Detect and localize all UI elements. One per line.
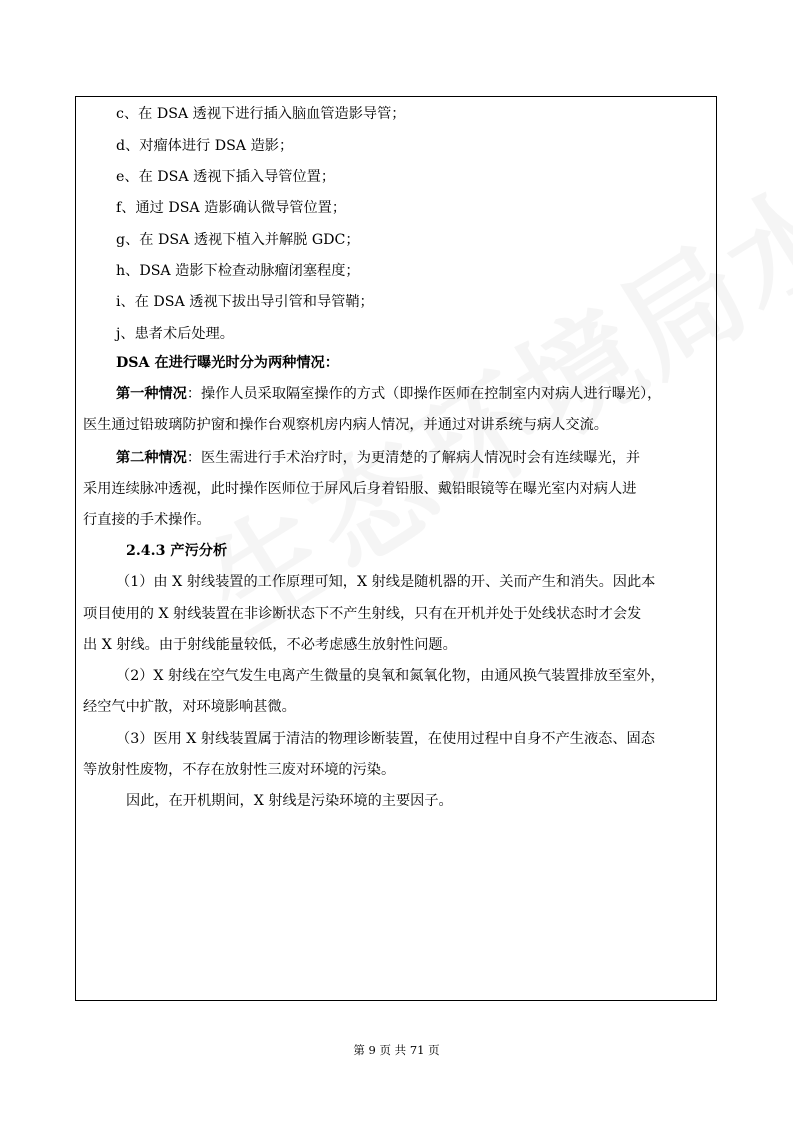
exposure-heading: DSA 在进行曝光时分为两种情况： <box>116 355 339 371</box>
case2-line3: 行直接的手术操作。 <box>83 512 211 528</box>
case2-line2: 采用连续脉冲透视，此时操作医师位于屏风后身着铅服、戴铅眼镜等在曝光室内对病人进 <box>83 481 637 497</box>
para1-line3: 出 X 射线。由于射线能量较低，不必考虑感生放射性问题。 <box>83 637 457 653</box>
para3-line1: （3）医用 X 射线装置属于清洁的物理诊断装置，在使用过程中自身不产生液态、固态 <box>116 731 655 747</box>
case2-label: 第二种情况 <box>116 450 187 466</box>
para3-line2: 等放射性废物，不存在放射性三废对环境的污染。 <box>83 762 396 778</box>
section-heading: 2.4.3 产污分析 <box>126 543 228 559</box>
conclusion: 因此，在开机期间，X 射线是污染环境的主要因子。 <box>126 793 453 809</box>
case1-line1 <box>116 384 712 404</box>
para1-line1: （1）由 X 射线装置的工作原理可知，X 射线是随机器的开、关而产生和消失。因此本 <box>116 574 656 590</box>
step-d: d、对瘤体进行 DSA 造影； <box>116 138 294 154</box>
para2-line2: 经空气中扩散，对环境影响甚微。 <box>83 699 296 715</box>
step-e: e、在 DSA 透视下插入导管位置； <box>116 169 336 185</box>
step-h: h、DSA 造影下检查动脉瘤闭塞程度； <box>116 263 360 279</box>
step-i: i、在 DSA 透视下拔出导引管和导管鞘； <box>116 294 374 310</box>
case1-label: 第一种情况 <box>116 386 187 402</box>
page-footer: 第 9 页 共 71 页 <box>353 1043 440 1057</box>
case1-line2: 医生通过铅玻璃防护窗和操作台观察机房内病人情况，并通过对讲系统与病人交流。 <box>83 417 608 433</box>
para1-line2: 项目使用的 X 射线装置在非诊断状态下不产生射线，只有在开机并处于处线状态时才会发 <box>83 606 642 622</box>
step-c: c、在 DSA 透视下进行插入脑血管造影导管； <box>116 106 406 122</box>
step-j: j、患者术后处理。 <box>116 326 234 342</box>
para2-line1: （2）X 射线在空气发生电离产生微量的臭氧和氮氧化物，由通风换气装置排放至室外， <box>116 668 665 684</box>
step-g: g、在 DSA 透视下植入并解脱 GDC； <box>116 232 360 248</box>
step-f: f、通过 DSA 造影确认微导管位置； <box>116 200 347 216</box>
case1-text: ：操作人员采取隔室操作的方式（即操作医师在控制室内对病人进行曝光）， <box>186 386 662 402</box>
case2-text: ：医生需进行手术治疗时，为更清楚的了解病人情况时会有连续曝光，并 <box>186 450 641 466</box>
case2-line1 <box>116 448 712 468</box>
